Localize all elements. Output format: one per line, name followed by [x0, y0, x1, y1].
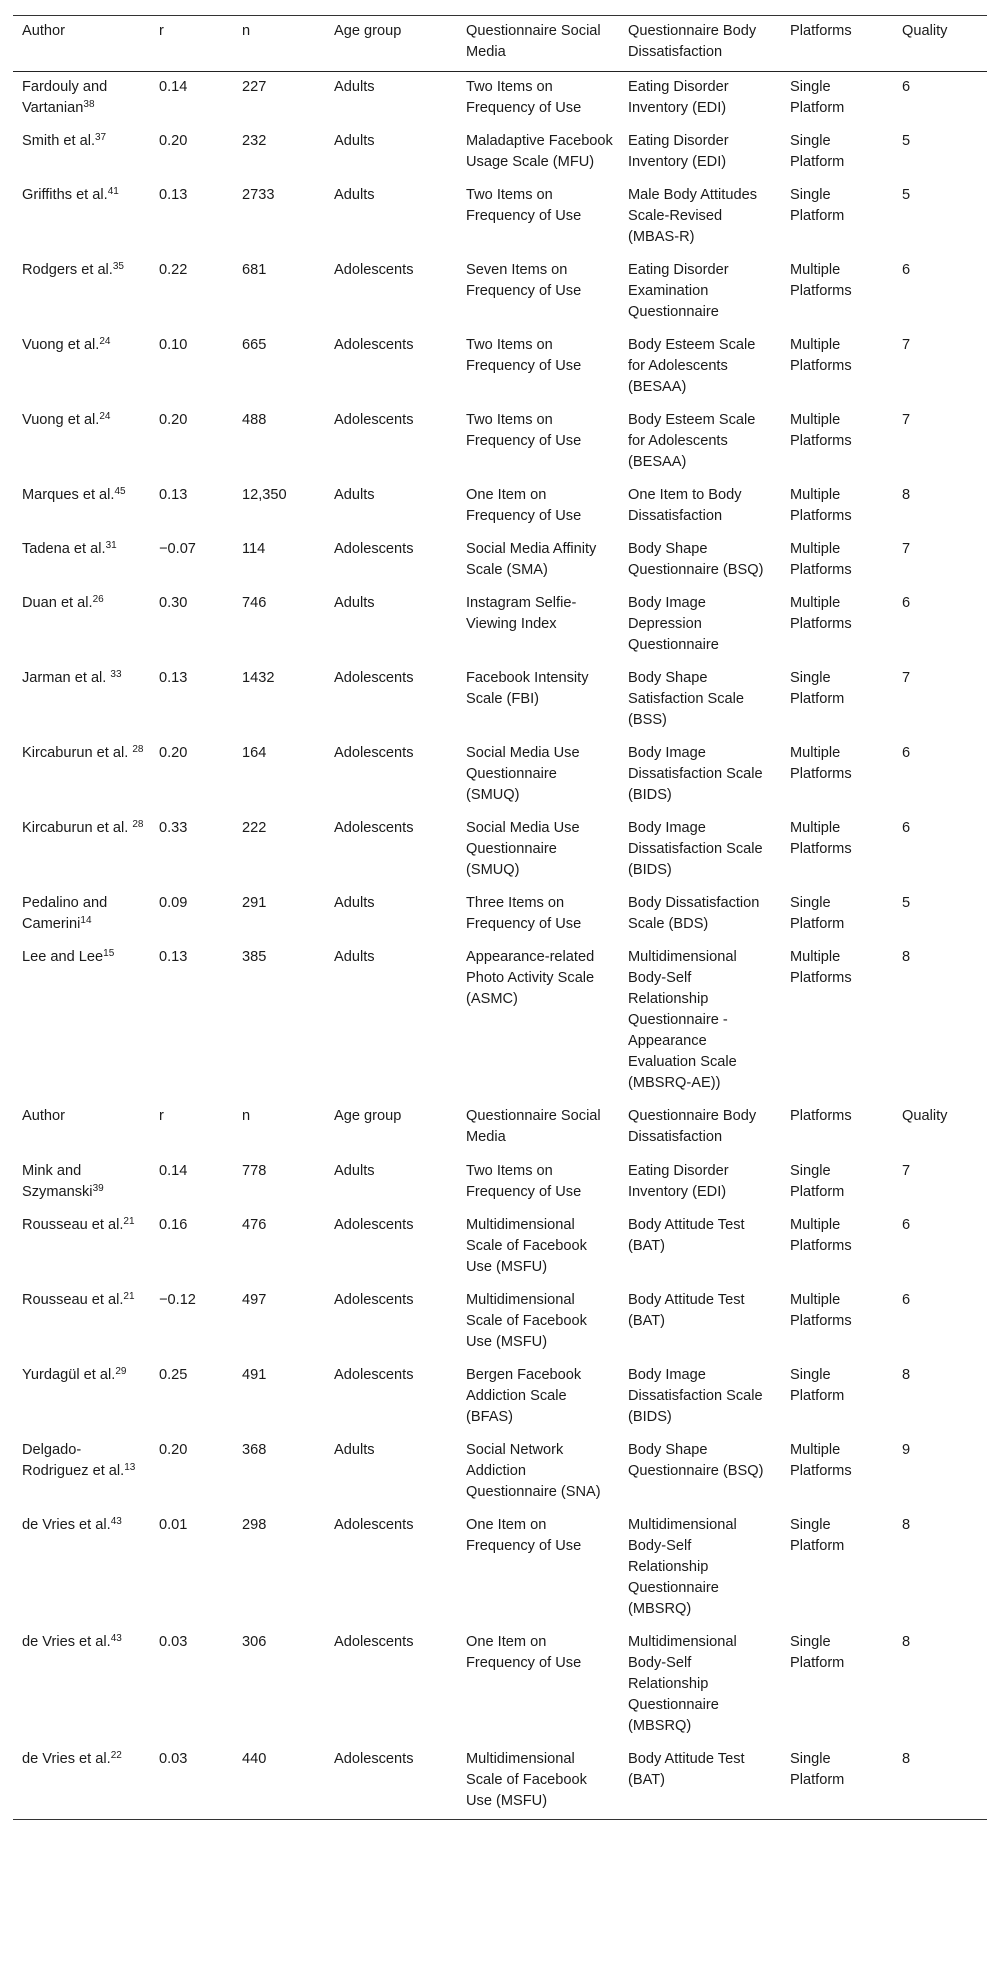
table-row — [13, 942, 987, 1101]
questionnaire-body-dissatisfaction-cell: Body Esteem Scale for Adolescents (BESAA) — [628, 412, 756, 470]
author-name: Duan et al. — [22, 595, 93, 611]
platforms-cell: Single Platform — [790, 1517, 845, 1554]
author-cell — [13, 405, 150, 480]
r-cell: 0.20 — [159, 745, 188, 761]
n-cell: 222 — [242, 820, 267, 836]
platforms-cell: Multiple Platforms — [790, 337, 852, 374]
header-r: r — [159, 1108, 164, 1124]
table-row — [13, 1156, 987, 1210]
quality-cell: 5 — [902, 133, 911, 149]
platforms-cell: Multiple Platforms — [790, 1292, 852, 1329]
questionnaire-social-media-cell: Social Network Addiction Questionnaire (SNA) — [466, 1442, 601, 1500]
quality-cell: 7 — [902, 670, 911, 686]
author-name: Smith et al. — [22, 133, 95, 149]
reference-number: 43 — [110, 1633, 122, 1644]
reference-number: 24 — [99, 336, 111, 347]
questionnaire-body-dissatisfaction-cell: Body Dissatisfaction Scale (BDS) — [628, 895, 760, 932]
r-cell: 0.14 — [159, 1163, 188, 1179]
header-age-group: Age group — [334, 1108, 402, 1124]
author-name: Kircaburun et al. — [22, 820, 133, 836]
questionnaire-body-dissatisfaction-cell: Body Shape Questionnaire (BSQ) — [628, 1442, 764, 1479]
author-name: Pedalino and Camerini — [22, 895, 108, 932]
r-cell: 0.13 — [159, 187, 188, 203]
questionnaire-social-media-cell: Two Items on Frequency of Use — [466, 337, 582, 374]
reference-number: 29 — [115, 1366, 127, 1377]
reference-number: 15 — [103, 948, 115, 959]
n-cell: 2733 — [242, 187, 275, 203]
header-platforms: Platforms — [781, 16, 893, 72]
age-group-cell: Adolescents — [334, 1634, 414, 1650]
reference-number: 37 — [95, 132, 107, 143]
author-name: Yurdagül et al. — [22, 1367, 116, 1383]
questionnaire-social-media-cell: Social Media Use Questionnaire (SMUQ) — [466, 745, 580, 803]
questionnaire-social-media-cell: One Item on Frequency of Use — [466, 487, 582, 524]
author-name: Tadena et al. — [22, 541, 106, 557]
age-group-cell: Adults — [334, 595, 375, 611]
author-cell — [13, 330, 150, 405]
author-name: Mink and Szymanski — [22, 1163, 93, 1200]
author-cell — [13, 738, 150, 813]
table-row — [13, 534, 987, 588]
questionnaire-body-dissatisfaction-cell: Eating Disorder Examination Questionnaire — [628, 262, 729, 320]
quality-cell: 8 — [902, 1634, 911, 1650]
r-cell: 0.20 — [159, 133, 188, 149]
header-questionnaire-body-dissatisfaction: Questionnaire Body Dissatisfaction — [628, 1108, 757, 1145]
questionnaire-social-media-cell: Multidimensional Scale of Facebook Use (MSFU) — [466, 1292, 587, 1350]
table-header-row — [13, 1101, 987, 1156]
questionnaire-body-dissatisfaction-cell: Body Attitude Test (BAT) — [628, 1292, 745, 1329]
n-cell: 497 — [242, 1292, 267, 1308]
r-cell: 0.01 — [159, 1517, 188, 1533]
n-cell: 778 — [242, 1163, 267, 1179]
questionnaire-body-dissatisfaction-cell: Body Image Dissatisfaction Scale (BIDS) — [628, 1367, 763, 1425]
r-cell: 0.25 — [159, 1367, 188, 1383]
questionnaire-social-media-cell: Multidimensional Scale of Facebook Use (MSFU) — [457, 1744, 619, 1820]
questionnaire-social-media-cell: Bergen Facebook Addiction Scale (BFAS) — [466, 1367, 582, 1425]
reference-number: 21 — [123, 1216, 135, 1227]
table-header-row — [13, 16, 987, 72]
platforms-cell: Multiple Platforms — [790, 262, 852, 299]
age-group-cell: Adolescents — [334, 670, 414, 686]
r-cell: 0.13 — [159, 670, 188, 686]
quality-cell: 7 — [902, 1163, 911, 1179]
r-cell: 0.22 — [159, 262, 188, 278]
reference-number: 24 — [99, 411, 111, 422]
author-cell — [13, 1435, 150, 1510]
reference-number: 28 — [132, 744, 144, 755]
author-name: Kircaburun et al. — [22, 745, 133, 761]
studies-table-container — [13, 15, 987, 1820]
quality-cell: 6 — [902, 595, 911, 611]
questionnaire-body-dissatisfaction-cell: Body Image Dissatisfaction Scale (BIDS) — [628, 745, 763, 803]
studies-table — [13, 15, 987, 1820]
reference-number: 31 — [105, 540, 117, 551]
r-cell: 0.20 — [159, 1442, 188, 1458]
questionnaire-social-media-cell: Facebook Intensity Scale (FBI) — [466, 670, 589, 707]
questionnaire-body-dissatisfaction-cell: Multidimensional Body-Self Relationship Questionnaire - Appearance Evaluation Scale (MBSRQ-AE)) — [628, 949, 737, 1091]
questionnaire-social-media-cell: Two Items on Frequency of Use — [466, 412, 582, 449]
quality-cell: 6 — [902, 745, 911, 761]
reference-number: 41 — [107, 186, 119, 197]
author-cell — [13, 255, 150, 330]
author-cell — [13, 1744, 150, 1820]
age-group-cell: Adults — [334, 79, 375, 95]
quality-cell: 5 — [902, 187, 911, 203]
quality-cell: 6 — [902, 1217, 911, 1233]
platforms-cell: Multiple Platforms — [790, 745, 852, 782]
age-group-cell: Adolescents — [325, 1744, 457, 1820]
platforms-cell: Single Platform — [790, 79, 845, 116]
reference-number: 33 — [110, 669, 122, 680]
platforms-cell: Single Platform — [790, 670, 845, 707]
author-cell — [13, 1510, 150, 1627]
age-group-cell: Adolescents — [334, 262, 414, 278]
r-cell: 0.14 — [159, 79, 188, 95]
quality-cell: 7 — [902, 541, 911, 557]
author-name: de Vries et al. — [22, 1517, 111, 1533]
header-age-group: Age group — [325, 16, 457, 72]
author-cell — [13, 534, 150, 588]
questionnaire-social-media-cell: One Item on Frequency of Use — [466, 1517, 582, 1554]
platforms-cell: Single Platform — [781, 1744, 893, 1820]
table-row — [13, 1510, 987, 1627]
table-row — [13, 1285, 987, 1360]
platforms-cell: Single Platform — [790, 187, 845, 224]
reference-number: 45 — [114, 486, 126, 497]
age-group-cell: Adults — [334, 895, 375, 911]
questionnaire-body-dissatisfaction-cell: Multidimensional Body-Self Relationship Questionnaire (MBSRQ) — [628, 1634, 737, 1734]
questionnaire-social-media-cell: Instagram Selfie-Viewing Index — [466, 595, 577, 632]
header-quality: Quality — [893, 16, 987, 72]
age-group-cell: Adults — [334, 187, 375, 203]
n-cell: 227 — [242, 79, 267, 95]
platforms-cell: Single Platform — [790, 1163, 845, 1200]
n-cell: 232 — [242, 133, 267, 149]
age-group-cell: Adolescents — [334, 412, 414, 428]
header-r: r — [150, 16, 233, 72]
r-cell: 0.20 — [159, 412, 188, 428]
quality-cell: 7 — [902, 412, 911, 428]
header-author: Author — [22, 1108, 65, 1124]
table-row — [13, 1744, 987, 1820]
r-cell: −0.12 — [159, 1292, 196, 1308]
questionnaire-body-dissatisfaction-cell: Body Image Dissatisfaction Scale (BIDS) — [628, 820, 763, 878]
age-group-cell: Adults — [334, 949, 375, 965]
questionnaire-body-dissatisfaction-cell: Eating Disorder Inventory (EDI) — [628, 133, 729, 170]
quality-cell: 8 — [902, 1367, 911, 1383]
header-n: n — [242, 1108, 251, 1124]
questionnaire-social-media-cell: Social Media Affinity Scale (SMA) — [466, 541, 597, 578]
table-row — [13, 738, 987, 813]
r-cell: 0.13 — [159, 487, 188, 503]
table-row — [13, 1435, 987, 1510]
n-cell: 385 — [242, 949, 267, 965]
questionnaire-body-dissatisfaction-cell: Body Attitude Test (BAT) — [619, 1744, 781, 1820]
questionnaire-social-media-cell: Two Items on Frequency of Use — [466, 79, 582, 116]
r-cell: 0.03 — [159, 1634, 188, 1650]
n-cell: 476 — [242, 1217, 267, 1233]
author-cell — [13, 888, 150, 942]
table-row — [13, 888, 987, 942]
reference-number: 43 — [110, 1516, 122, 1527]
platforms-cell: Multiple Platforms — [790, 541, 852, 578]
quality-cell: 8 — [902, 487, 911, 503]
quality-cell: 6 — [902, 1292, 911, 1308]
quality-cell: 9 — [902, 1442, 911, 1458]
header-platforms: Platforms — [790, 1108, 852, 1124]
questionnaire-body-dissatisfaction-cell: Body Shape Questionnaire (BSQ) — [628, 541, 764, 578]
r-cell: 0.33 — [159, 820, 188, 836]
author-name: Fardouly and Vartanian — [22, 79, 108, 116]
questionnaire-social-media-cell: One Item on Frequency of Use — [466, 1634, 582, 1671]
questionnaire-social-media-cell: Two Items on Frequency of Use — [466, 1163, 582, 1200]
table-row — [13, 405, 987, 480]
quality-cell: 6 — [902, 79, 911, 95]
author-cell — [13, 1627, 150, 1744]
n-cell: 491 — [242, 1367, 267, 1383]
quality-cell: 8 — [902, 1517, 911, 1533]
reference-number: 35 — [112, 261, 124, 272]
questionnaire-social-media-cell: Three Items on Frequency of Use — [466, 895, 582, 932]
author-name: Marques et al. — [22, 487, 115, 503]
questionnaire-body-dissatisfaction-cell: Body Shape Satisfaction Scale (BSS) — [628, 670, 745, 728]
table-row — [13, 126, 987, 180]
questionnaire-body-dissatisfaction-cell: Eating Disorder Inventory (EDI) — [628, 79, 729, 116]
quality-cell: 7 — [902, 337, 911, 353]
reference-number: 22 — [110, 1750, 122, 1761]
table-row — [13, 588, 987, 663]
table-row — [13, 663, 987, 738]
author-name: Vuong et al. — [22, 412, 100, 428]
author-cell — [13, 1156, 150, 1210]
table-row — [13, 255, 987, 330]
age-group-cell: Adolescents — [334, 1517, 414, 1533]
author-name: Lee and Lee — [22, 949, 104, 965]
questionnaire-social-media-cell: Maladaptive Facebook Usage Scale (MFU) — [466, 133, 613, 170]
n-cell: 681 — [242, 262, 267, 278]
author-cell — [13, 480, 150, 534]
n-cell: 440 — [233, 1744, 325, 1820]
reference-number: 39 — [92, 1183, 104, 1194]
age-group-cell: Adolescents — [334, 541, 414, 557]
r-cell: 0.09 — [159, 895, 188, 911]
platforms-cell: Multiple Platforms — [790, 949, 852, 986]
n-cell: 746 — [242, 595, 267, 611]
author-name: Rodgers et al. — [22, 262, 113, 278]
platforms-cell: Multiple Platforms — [790, 412, 852, 449]
questionnaire-body-dissatisfaction-cell: Body Image Depression Questionnaire — [628, 595, 719, 653]
r-cell: 0.30 — [159, 595, 188, 611]
n-cell: 488 — [242, 412, 267, 428]
table-row — [13, 813, 987, 888]
author-cell — [13, 1360, 150, 1435]
author-name: de Vries et al. — [22, 1751, 111, 1767]
r-cell: −0.07 — [159, 541, 196, 557]
age-group-cell: Adolescents — [334, 337, 414, 353]
table-row — [13, 1360, 987, 1435]
quality-cell: 8 — [893, 1744, 987, 1820]
questionnaire-social-media-cell: Appearance-related Photo Activity Scale (ASMC) — [466, 949, 595, 1007]
questionnaire-social-media-cell: Seven Items on Frequency of Use — [466, 262, 582, 299]
author-cell — [13, 588, 150, 663]
author-name: Jarman et al. — [22, 670, 111, 686]
n-cell: 368 — [242, 1442, 267, 1458]
author-name: de Vries et al. — [22, 1634, 111, 1650]
header-n: n — [233, 16, 325, 72]
n-cell: 164 — [242, 745, 267, 761]
questionnaire-social-media-cell: Two Items on Frequency of Use — [466, 187, 582, 224]
r-cell: 0.03 — [150, 1744, 233, 1820]
platforms-cell: Single Platform — [790, 133, 845, 170]
age-group-cell: Adolescents — [334, 1367, 414, 1383]
table-row — [13, 480, 987, 534]
table-body — [13, 16, 987, 1820]
questionnaire-body-dissatisfaction-cell: Multidimensional Body-Self Relationship Questionnaire (MBSRQ) — [628, 1517, 737, 1617]
r-cell: 0.13 — [159, 949, 188, 965]
n-cell: 306 — [242, 1634, 267, 1650]
reference-number: 14 — [80, 915, 92, 926]
quality-cell: 6 — [902, 262, 911, 278]
header-questionnaire-body-dissatisfaction: Questionnaire Body Dissatisfaction — [619, 16, 781, 72]
age-group-cell: Adolescents — [334, 745, 414, 761]
questionnaire-body-dissatisfaction-cell: Body Attitude Test (BAT) — [628, 1217, 745, 1254]
n-cell: 665 — [242, 337, 267, 353]
questionnaire-body-dissatisfaction-cell: One Item to Body Dissatisfaction — [628, 487, 742, 524]
author-name: Rousseau et al. — [22, 1217, 124, 1233]
header-quality: Quality — [902, 1108, 948, 1124]
platforms-cell: Multiple Platforms — [790, 1217, 852, 1254]
age-group-cell: Adolescents — [334, 1217, 414, 1233]
platforms-cell: Multiple Platforms — [790, 1442, 852, 1479]
age-group-cell: Adults — [334, 487, 375, 503]
r-cell: 0.16 — [159, 1217, 188, 1233]
platforms-cell: Single Platform — [790, 1367, 845, 1404]
author-cell — [13, 72, 150, 127]
questionnaire-body-dissatisfaction-cell: Male Body Attitudes Scale-Revised (MBAS-R) — [628, 187, 757, 245]
reference-number: 13 — [124, 1462, 136, 1473]
n-cell: 298 — [242, 1517, 267, 1533]
author-name: Delgado-Rodriguez et al. — [22, 1442, 125, 1479]
n-cell: 114 — [242, 541, 266, 557]
table-row — [13, 330, 987, 405]
author-name: Vuong et al. — [22, 337, 100, 353]
author-cell — [13, 663, 150, 738]
quality-cell: 5 — [902, 895, 911, 911]
n-cell: 12,350 — [242, 487, 287, 503]
header-questionnaire-social-media: Questionnaire Social Media — [457, 16, 619, 72]
platforms-cell: Single Platform — [790, 1634, 845, 1671]
quality-cell: 8 — [902, 949, 911, 965]
table-row — [13, 1210, 987, 1285]
quality-cell: 6 — [902, 820, 911, 836]
questionnaire-social-media-cell: Multidimensional Scale of Facebook Use (MSFU) — [466, 1217, 587, 1275]
table-row — [13, 72, 987, 127]
author-cell — [13, 813, 150, 888]
questionnaire-body-dissatisfaction-cell: Eating Disorder Inventory (EDI) — [628, 1163, 729, 1200]
age-group-cell: Adults — [334, 133, 375, 149]
table-row — [13, 180, 987, 255]
reference-number: 26 — [92, 594, 104, 605]
r-cell: 0.10 — [159, 337, 188, 353]
author-name: Griffiths et al. — [22, 187, 108, 203]
author-cell — [13, 126, 150, 180]
table-row — [13, 1627, 987, 1744]
reference-number: 21 — [123, 1291, 135, 1302]
reference-number: 38 — [83, 99, 95, 110]
age-group-cell: Adults — [334, 1163, 375, 1179]
reference-number: 28 — [132, 819, 144, 830]
author-cell — [13, 1210, 150, 1285]
age-group-cell: Adolescents — [334, 1292, 414, 1308]
platforms-cell: Multiple Platforms — [790, 595, 852, 632]
questionnaire-body-dissatisfaction-cell: Body Esteem Scale for Adolescents (BESAA) — [628, 337, 756, 395]
platforms-cell: Single Platform — [790, 895, 845, 932]
n-cell: 291 — [242, 895, 267, 911]
author-cell — [13, 180, 150, 255]
author-name: Rousseau et al. — [22, 1292, 124, 1308]
age-group-cell: Adolescents — [334, 820, 414, 836]
header-questionnaire-social-media: Questionnaire Social Media — [466, 1108, 601, 1145]
header-author: Author — [13, 16, 150, 72]
platforms-cell: Multiple Platforms — [790, 487, 852, 524]
author-cell — [13, 1285, 150, 1360]
platforms-cell: Multiple Platforms — [790, 820, 852, 857]
n-cell: 1432 — [242, 670, 275, 686]
author-cell — [13, 942, 150, 1101]
questionnaire-social-media-cell: Social Media Use Questionnaire (SMUQ) — [466, 820, 580, 878]
age-group-cell: Adults — [334, 1442, 375, 1458]
